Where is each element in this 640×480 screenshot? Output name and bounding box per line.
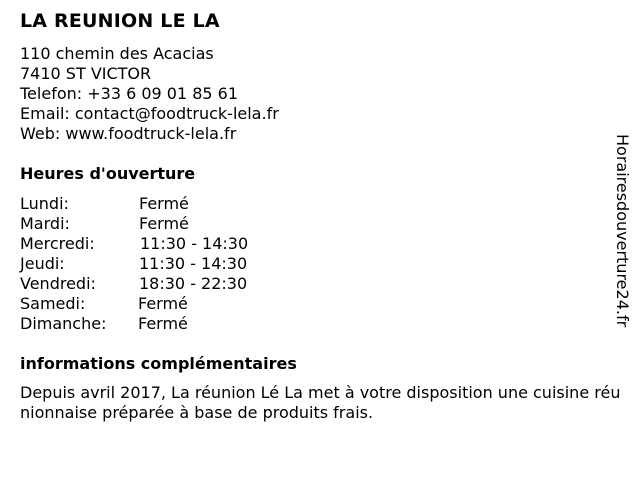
day-label: Mardi: (20, 214, 70, 233)
day-label: Jeudi: (20, 254, 65, 273)
hours-value: 11:30 - 14:30 (140, 234, 249, 253)
info-description: Depuis avril 2017, La réunion Lé La met à votre disposition une cuisine réunionnaise préparée à base de produits frais. (20, 383, 621, 422)
day-label: Vendredi: (20, 274, 96, 293)
phone-line: Telefon: +33 6 09 01 85 61 (20, 84, 239, 103)
address-city: 7410 ST VICTOR (20, 64, 152, 83)
hours-value: Fermé (138, 294, 188, 313)
contact-block (20, 44, 279, 144)
info-heading: informations complémentaires (20, 354, 297, 373)
hours-value: Fermé (138, 314, 188, 333)
hours-heading: Heures d'ouverture (20, 164, 196, 183)
web-line: Web: www.foodtruck-lela.fr (20, 124, 237, 143)
day-label: Mercredi: (20, 234, 95, 253)
hours-value: Fermé (139, 214, 189, 233)
hours-value: Fermé (139, 194, 189, 213)
address-street: 110 chemin des Acacias (20, 44, 214, 63)
side-brand-watermark: Horairesdouverture24.fr (613, 134, 632, 328)
day-label: Samedi: (20, 294, 86, 313)
day-label: Dimanche: (20, 314, 107, 333)
day-label: Lundi: (20, 194, 69, 213)
hours-value: 18:30 - 22:30 (139, 274, 248, 293)
email-line: Email: contact@foodtruck-lela.fr (20, 104, 279, 123)
hours-value: 11:30 - 14:30 (139, 254, 248, 273)
business-name: LA REUNION LE LA (20, 10, 220, 32)
